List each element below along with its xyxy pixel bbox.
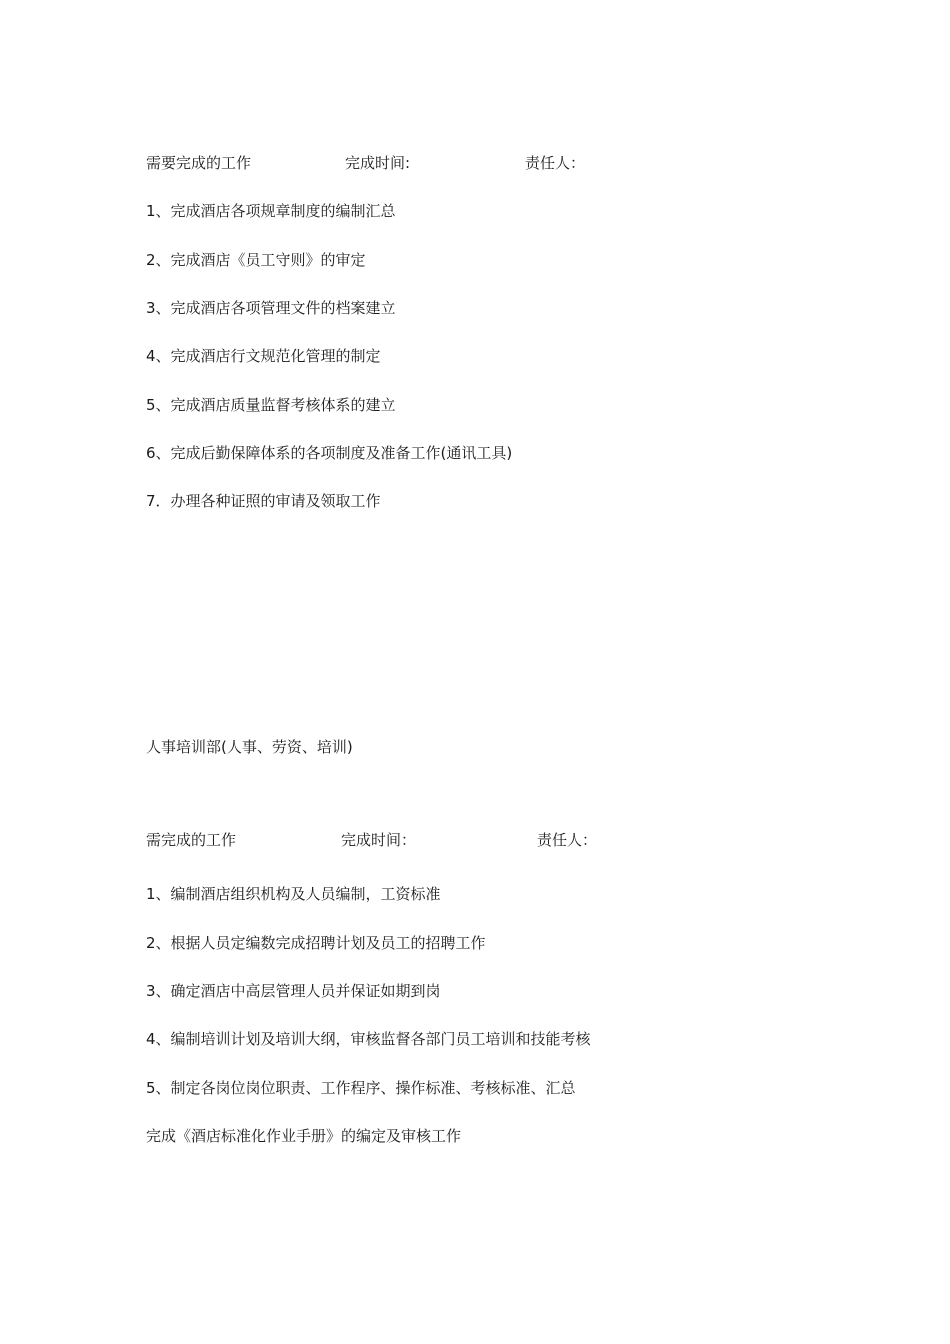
- section2-header-time: 完成时间：: [341, 831, 417, 849]
- section2-item-5: 5、制定各岗位岗位职责、工作程序、操作标准、考核标准、汇总: [146, 1079, 576, 1097]
- section2-header-row: [0, 830, 950, 850]
- section2-item-4: 4、编制培训计划及培训大纲，审核监督各部门员工培训和技能考核: [146, 1030, 591, 1048]
- section2-item-3: 3、确定酒店中高层管理人员并保证如期到岗: [146, 982, 441, 1000]
- section1-item-7: 7．办理各种证照的审请及领取工作: [146, 492, 381, 510]
- section2-header-owner: 责任人：: [537, 831, 598, 849]
- section1-header-time: 完成时间:: [345, 154, 411, 172]
- section1-header-owner: 责任人：: [525, 154, 586, 172]
- section1-item-1: 1、完成酒店各项规章制度的编制汇总: [146, 202, 396, 220]
- section2-title: 人事培训部(人事、劳资、培训): [146, 738, 353, 756]
- section2-header-task: 需完成的工作: [146, 831, 237, 849]
- section1-item-2: 2、完成酒店《员工守则》的审定: [146, 251, 366, 269]
- section1-header-task: 需要完成的工作: [146, 154, 252, 172]
- section1-item-3: 3、完成酒店各项管理文件的档案建立: [146, 299, 396, 317]
- section1-item-4: 4、完成酒店行文规范化管理的制定: [146, 347, 381, 365]
- section2-item-1: 1、编制酒店组织机构及人员编制，工资标准: [146, 885, 441, 903]
- section2-item-2: 2、根据人员定编数完成招聘计划及员工的招聘工作: [146, 934, 486, 952]
- section1-item-6: 6、完成后勤保障体系的各项制度及准备工作(通讯工具): [146, 444, 513, 462]
- section1-item-5: 5、完成酒店质量监督考核体系的建立: [146, 396, 396, 414]
- section1-header-row: [0, 153, 950, 173]
- section2-item-5-continued: 完成《酒店标准化作业手册》的编定及审核工作: [146, 1127, 462, 1145]
